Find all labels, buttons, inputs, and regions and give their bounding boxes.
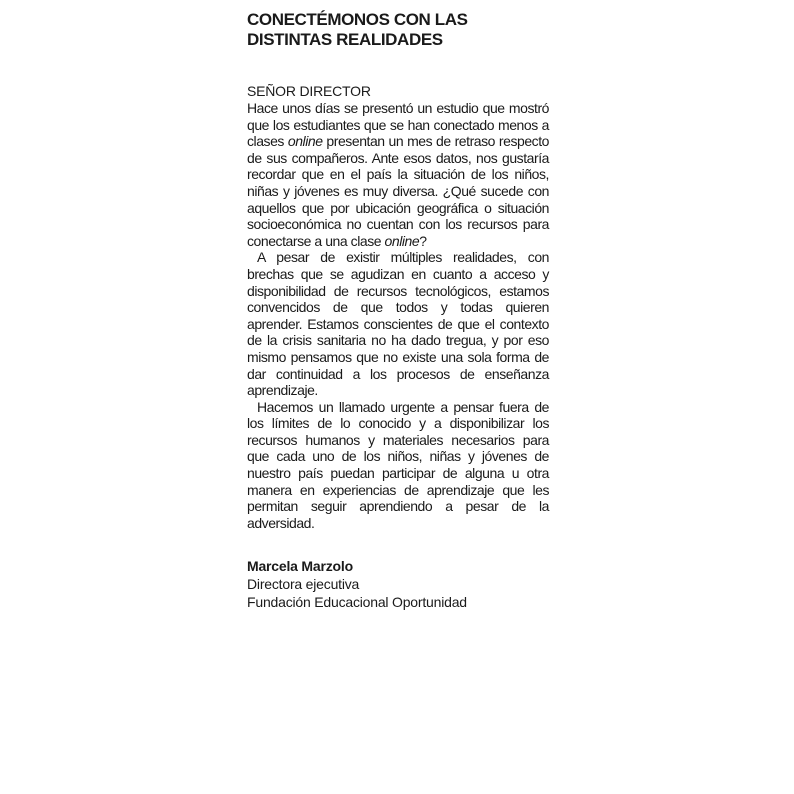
letter-headline: CONECTÉMONOS CON LAS DISTINTAS REALIDADES	[247, 10, 468, 49]
signature-organization: Fundación Educacional Oportunidad	[247, 594, 467, 611]
signature-title: Directora ejecutiva	[247, 576, 360, 593]
paragraph-1	[247, 100, 549, 249]
signature-block	[247, 557, 549, 611]
paragraph-1-text-2: presentan un mes de retraso respecto de sus compañeros. Ante esos datos, nos gustaría recordar que en el país la situación de los niños, niñas y jóvenes es muy diversa. ¿Qué sucede con aquellos que por ubicación geográfica o situación socioeconómica no cuentan con los recursos para conectarse a una clase	[247, 133, 549, 249]
signature-name: Marcela Marzolo	[247, 558, 353, 575]
paragraph-2-text: A pesar de existir múltiples realidades, con brechas que se agudizan en cuanto a acceso y disponibilidad de recursos tecnológicos, estamos convencidos de que todos y todas quieren aprender. Estamos conscientes de que el contexto de la crisis sanitaria no ha dado tregua, y por eso mismo pensamos que no existe una sola forma de dar continuidad a los procesos de enseñanza aprendizaje.	[247, 249, 549, 399]
paragraph-2	[247, 249, 549, 398]
paragraph-1-italic-online-1: online	[287, 133, 323, 150]
paragraph-1-text-3: ?	[419, 232, 427, 249]
paragraph-1-italic-online-2: online	[384, 232, 420, 249]
letter-to-editor	[247, 10, 549, 611]
salutation: SEÑOR DIRECTOR	[247, 83, 371, 99]
paragraph-3	[247, 399, 549, 532]
paragraph-1-text-1: Hace unos días se presentó un estudio que mostró que los estudiantes que se han conectado menos a clases	[247, 100, 549, 150]
paragraph-3-text: Hacemos un llamado urgente a pensar fuera de los límites de lo conocido y a disponibilizar los recursos humanos y materiales necesarios para que cada uno de los niños, niñas y jóvenes de nuestro país puedan participar de alguna u otra manera en experiencias de aprendizaje que les permitan seguir aprendiendo a pesar de la adversidad.	[247, 398, 549, 531]
